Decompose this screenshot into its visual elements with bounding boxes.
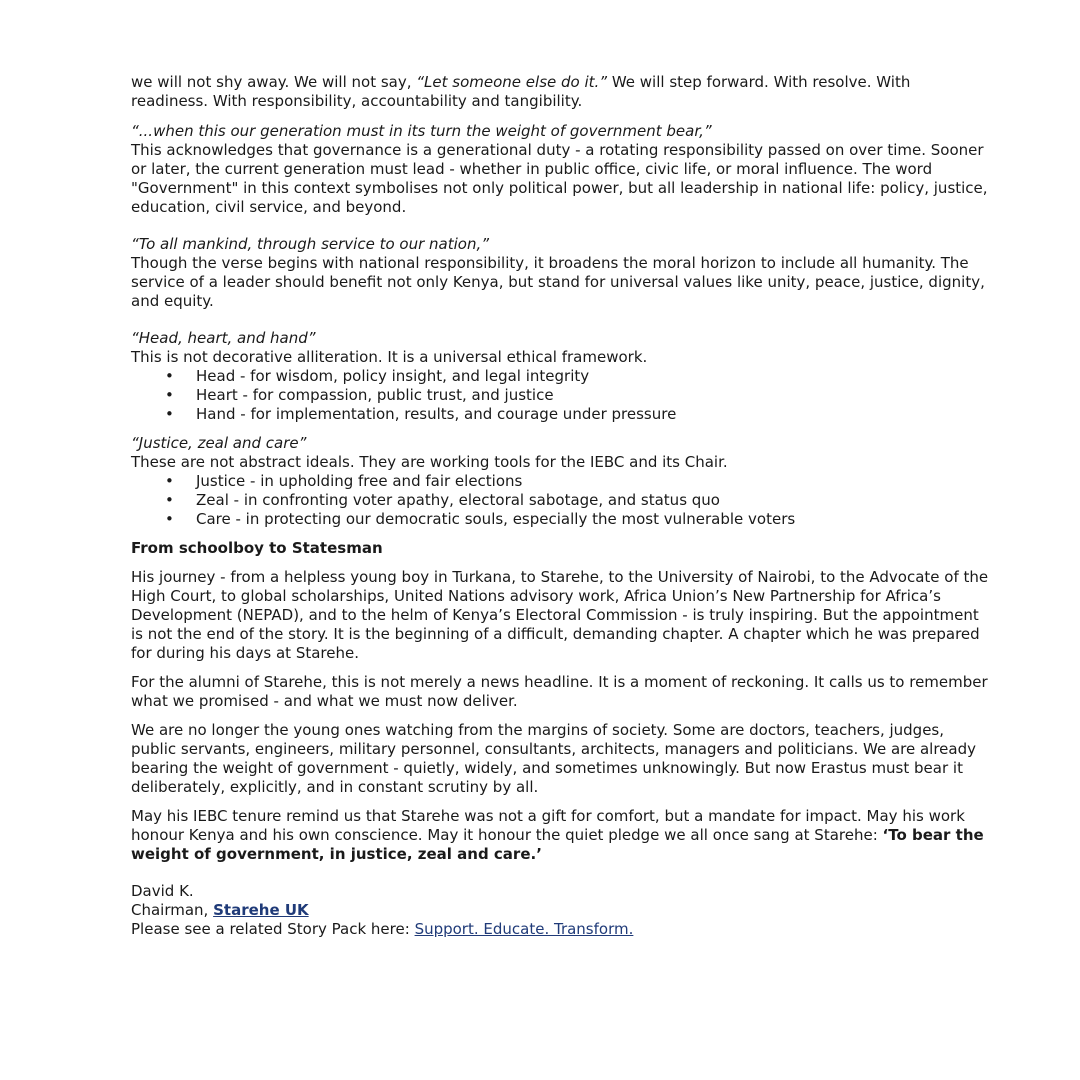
- list-item: • Zeal - in confronting voter apathy, electoral sabotage, and status quo: [131, 491, 991, 510]
- section-heading: From schoolboy to Statesman: [131, 539, 383, 557]
- section-quote: “To all mankind, through service to our nation,”: [131, 235, 490, 253]
- list-item: • Justice - in upholding free and fair elections: [131, 472, 991, 491]
- signature-block: [131, 882, 991, 939]
- intro-text-2: We will step forward. With resolve. With readiness. With responsibility, accountability and tangibility.: [131, 73, 911, 110]
- story-pack-link[interactable]: Support. Educate. Transform.: [414, 920, 634, 938]
- role-prefix: Chairman,: [131, 901, 214, 919]
- body-paragraph: We are no longer the young ones watching from the margins of society. Some are doctors, teachers, judges, public servants, engineers, military personnel, consultants, architects, managers and politicians. We are already bearing the weight of government - quietly, widely, and sometimes unknowingly. But now Erastus must bear it deliberately, explicitly, and in constant scrutiny by all.: [131, 721, 976, 796]
- signature-role: [131, 901, 991, 920]
- section-quote: “Justice, zeal and care”: [131, 434, 307, 452]
- bullet-list: [131, 367, 991, 424]
- story-pack-line: [131, 920, 991, 939]
- intro-text-1: we will not shy away. We will not say,: [131, 73, 417, 91]
- section-quote: “Head, heart, and hand”: [131, 329, 316, 347]
- closing-pledge: ‘To bear the weight of government, in justice, zeal and care.’: [131, 826, 984, 863]
- intro-quote: “Let someone else do it.”: [416, 73, 608, 91]
- section-quote: “...when this our generation must in its turn the weight of government bear,”: [131, 122, 712, 140]
- bullet-list: [131, 472, 991, 529]
- section-head-heart-hand: [131, 329, 991, 424]
- intro-paragraph: [131, 73, 991, 111]
- section-text: This acknowledges that governance is a generational duty - a rotating responsibility passed on over time. Sooner or later, the current generation must lead - whether in public office, civic life, or moral influence. The word "Government" in this context symbolises not only political power, but all leadership in national life: policy, justice, education, civil service, and beyond.: [131, 141, 988, 216]
- list-item: • Hand - for implementation, results, and courage under pressure: [131, 405, 991, 424]
- body-paragraph: His journey - from a helpless young boy in Turkana, to Starehe, to the University of Nairobi, to the Advocate of the High Court, to global scholarships, United Nations advisory work, Africa Union’s New Partnership for Africa’s Development (NEPAD), and to the helm of Kenya’s Electoral Commission - is truly inspiring. But the appointment is not the end of the story. It is the beginning of a difficult, demanding chapter. A chapter which he was prepared for during his days at Starehe.: [131, 568, 989, 662]
- list-item: • Care - in protecting our democratic souls, especially the most vulnerable voters: [131, 510, 991, 529]
- list-item: • Heart - for compassion, public trust, and justice: [131, 386, 991, 405]
- section-generation: [131, 122, 991, 217]
- list-item: • Head - for wisdom, policy insight, and legal integrity: [131, 367, 991, 386]
- section-justice-zeal-care: [131, 434, 991, 529]
- document-page: [131, 73, 991, 939]
- starehe-uk-link[interactable]: Starehe UK: [213, 901, 309, 919]
- signature-name: David K.: [131, 882, 194, 900]
- section-mankind: [131, 235, 991, 311]
- closing-paragraph: [131, 807, 991, 864]
- section-text: These are not abstract ideals. They are working tools for the IEBC and its Chair.: [131, 453, 728, 471]
- body-paragraph: For the alumni of Starehe, this is not merely a news headline. It is a moment of reckoning. It calls us to remember what we promised - and what we must now deliver.: [131, 673, 988, 710]
- closing-text: May his IEBC tenure remind us that Starehe was not a gift for comfort, but a mandate for impact. May his work honour Kenya and his own conscience. May it honour the quiet pledge we all once sang at Starehe:: [131, 807, 965, 844]
- story-prefix: Please see a related Story Pack here:: [131, 920, 415, 938]
- section-text: Though the verse begins with national responsibility, it broadens the moral horizon to include all humanity. The service of a leader should benefit not only Kenya, but stand for universal values like unity, peace, justice, dignity, and equity.: [131, 254, 985, 310]
- section-text: This is not decorative alliteration. It is a universal ethical framework.: [131, 348, 648, 366]
